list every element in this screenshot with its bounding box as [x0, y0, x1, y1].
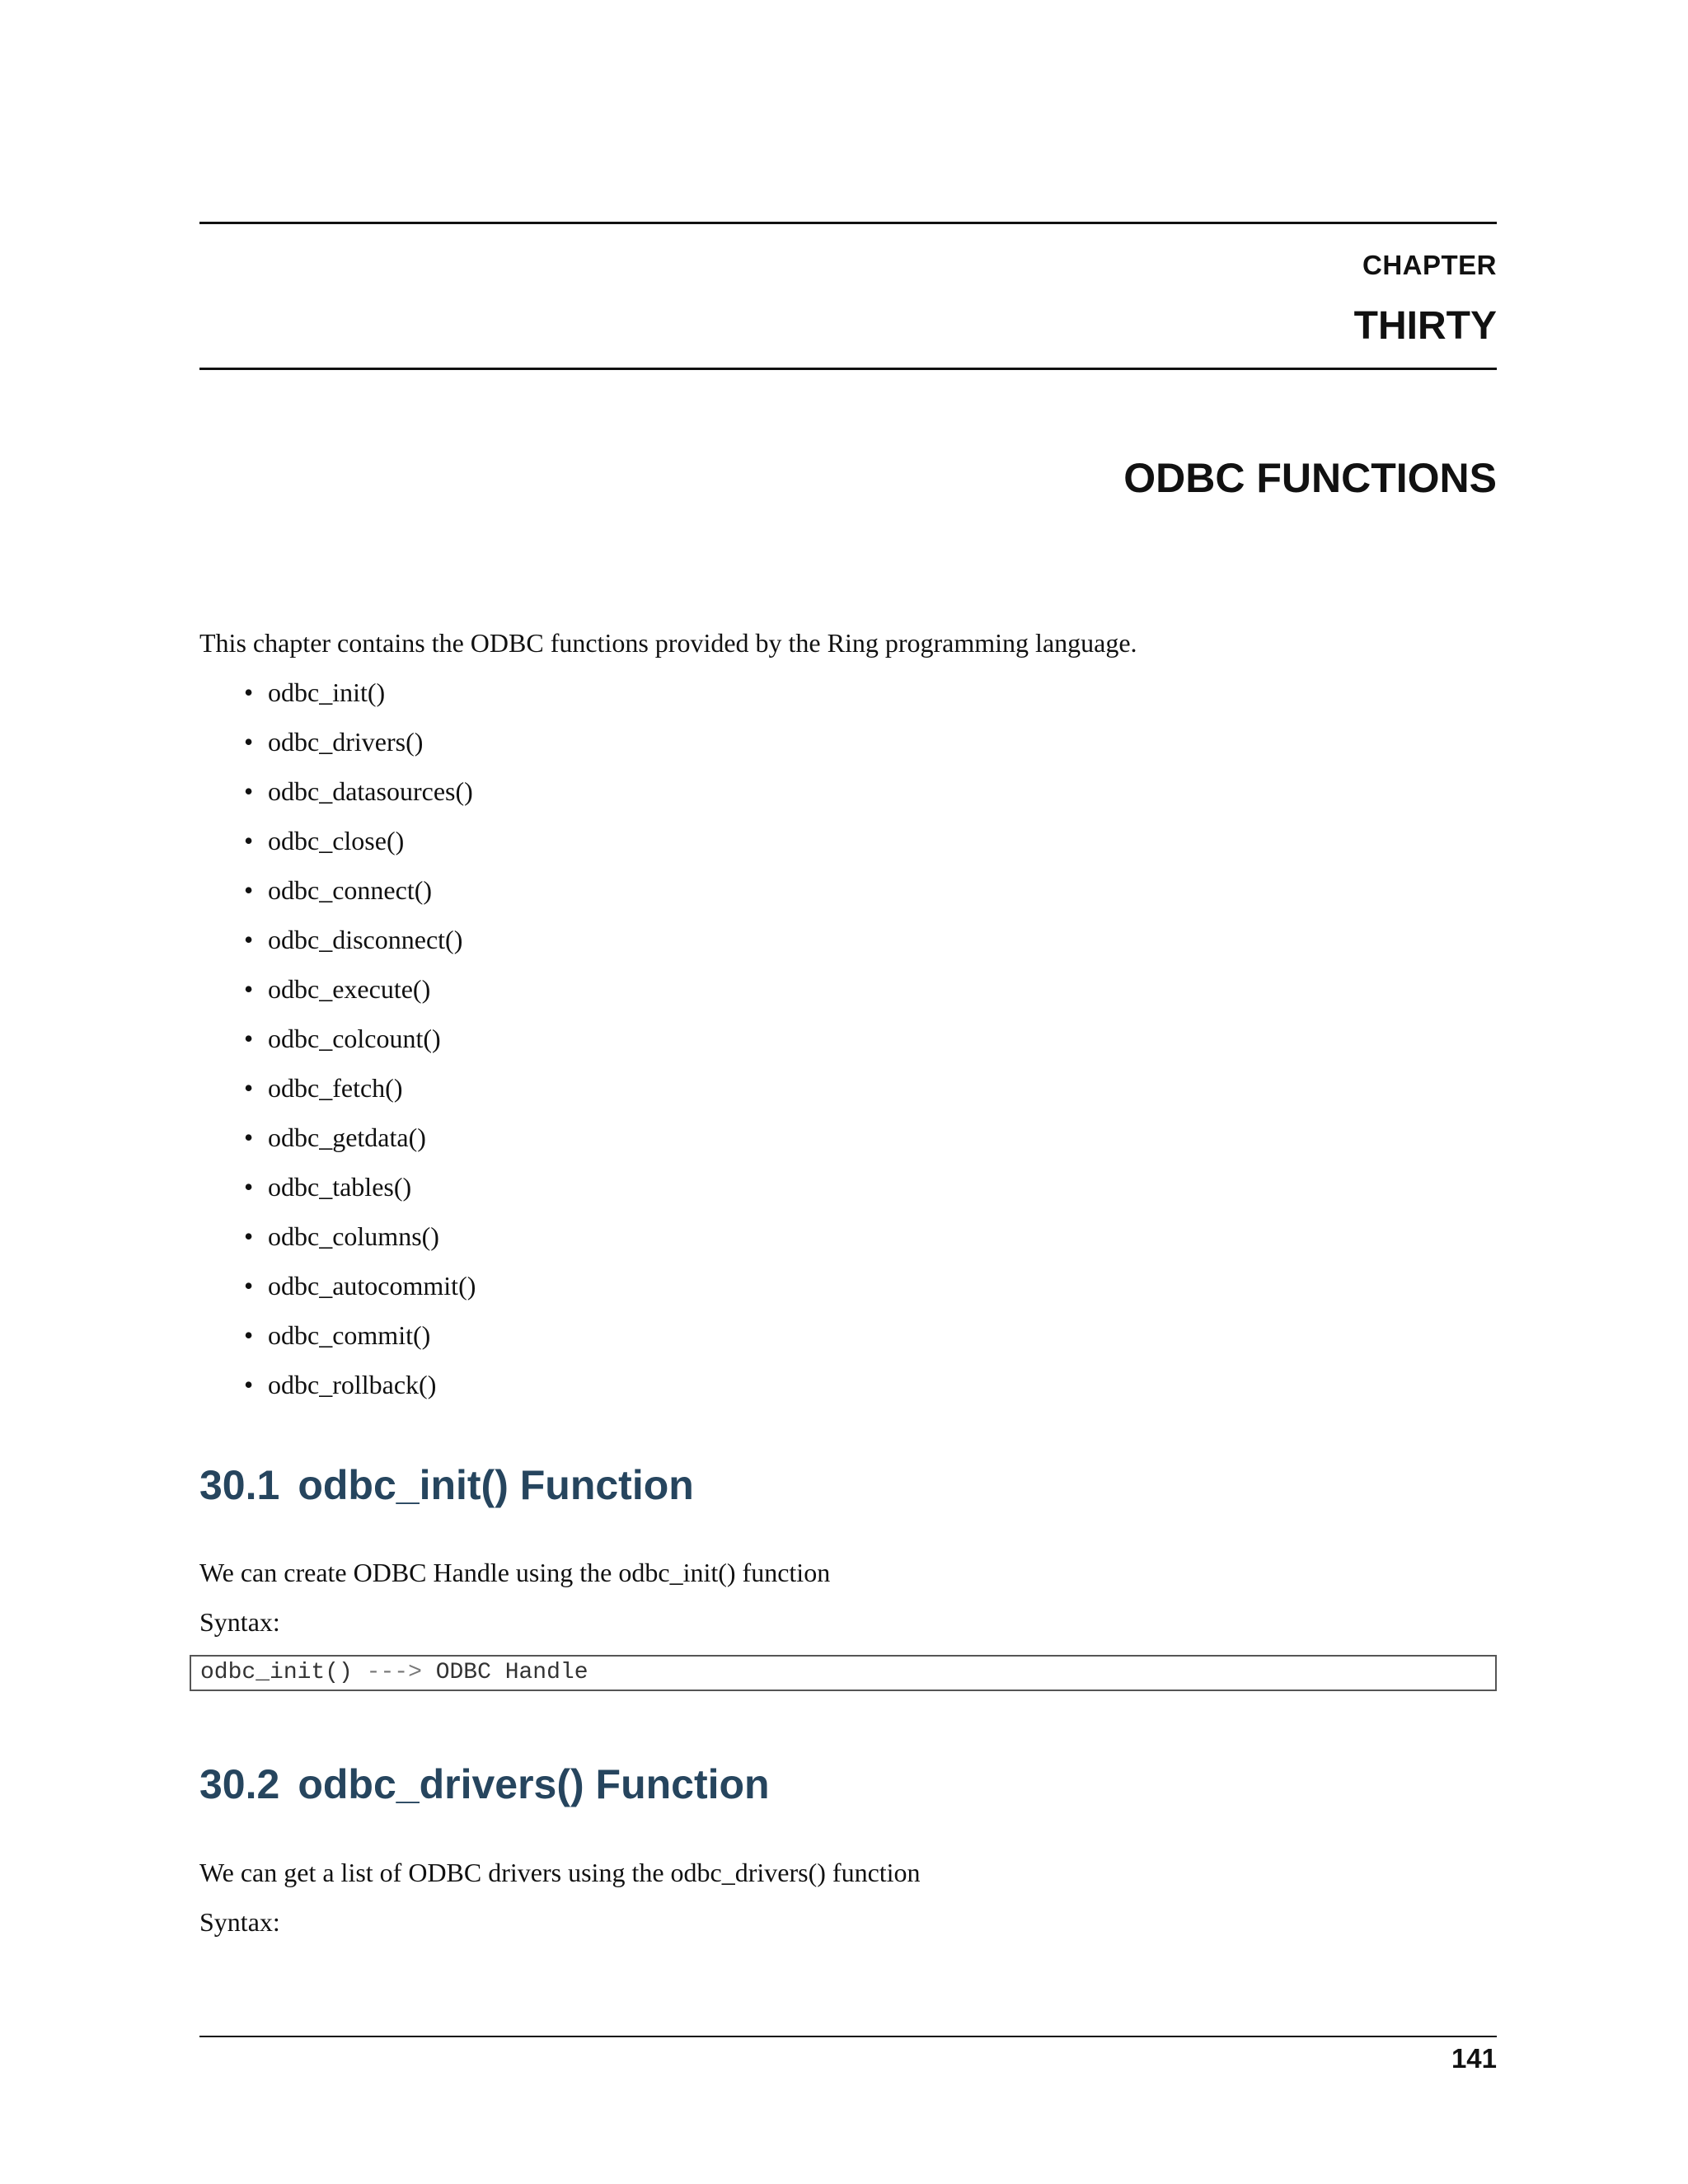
list-item: • odbc_datasources() — [199, 775, 476, 824]
code-result: ODBC Handle — [435, 1660, 588, 1685]
document-page — [199, 0, 1497, 2184]
list-item: • odbc_fetch() — [199, 1071, 476, 1121]
syntax-label: Syntax: — [199, 1907, 280, 1937]
intro-paragraph: This chapter contains the ODBC functions provided by the Ring programming language. — [199, 628, 1137, 658]
section-title: odbc_drivers() Function — [298, 1761, 770, 1807]
code-block — [190, 1655, 1497, 1691]
list-item: • odbc_commit() — [199, 1319, 476, 1368]
list-item: • odbc_colcount() — [199, 1022, 476, 1071]
section-title: odbc_init() Function — [298, 1462, 694, 1508]
list-item: • odbc_execute() — [199, 972, 476, 1022]
section-description: We can get a list of ODBC drivers using the odbc_drivers() function — [199, 1858, 921, 1887]
chapter-label: CHAPTER — [1362, 250, 1497, 280]
chapter-number: THIRTY — [1353, 304, 1497, 348]
list-item: • odbc_close() — [199, 824, 476, 874]
chapter-bottom-rule — [199, 368, 1497, 370]
section-heading-odbc-drivers — [199, 1760, 770, 1809]
list-item: • odbc_columns() — [199, 1220, 476, 1269]
list-item: • odbc_connect() — [199, 874, 476, 923]
page-number: 141 — [1451, 2043, 1497, 2074]
section-number: 30.1 — [199, 1462, 280, 1508]
list-item: • odbc_rollback() — [199, 1368, 476, 1418]
code-arrow: ---> — [366, 1660, 422, 1685]
section-heading-odbc-init — [199, 1460, 694, 1510]
list-item: • odbc_init() — [199, 676, 476, 725]
list-item: • odbc_disconnect() — [199, 923, 476, 972]
section-number: 30.2 — [199, 1761, 280, 1807]
syntax-label: Syntax: — [199, 1607, 280, 1637]
section-description: We can create ODBC Handle using the odbc_init() function — [199, 1558, 831, 1587]
list-item: • odbc_drivers() — [199, 725, 476, 775]
list-item: • odbc_autocommit() — [199, 1269, 476, 1319]
chapter-top-rule — [199, 222, 1497, 224]
chapter-title: ODBC FUNCTIONS — [1123, 455, 1497, 501]
code-call: odbc_init() — [200, 1660, 353, 1685]
list-item: • odbc_tables() — [199, 1170, 476, 1220]
footer-rule — [199, 2036, 1497, 2037]
function-list — [199, 676, 476, 1418]
list-item: • odbc_getdata() — [199, 1121, 476, 1170]
